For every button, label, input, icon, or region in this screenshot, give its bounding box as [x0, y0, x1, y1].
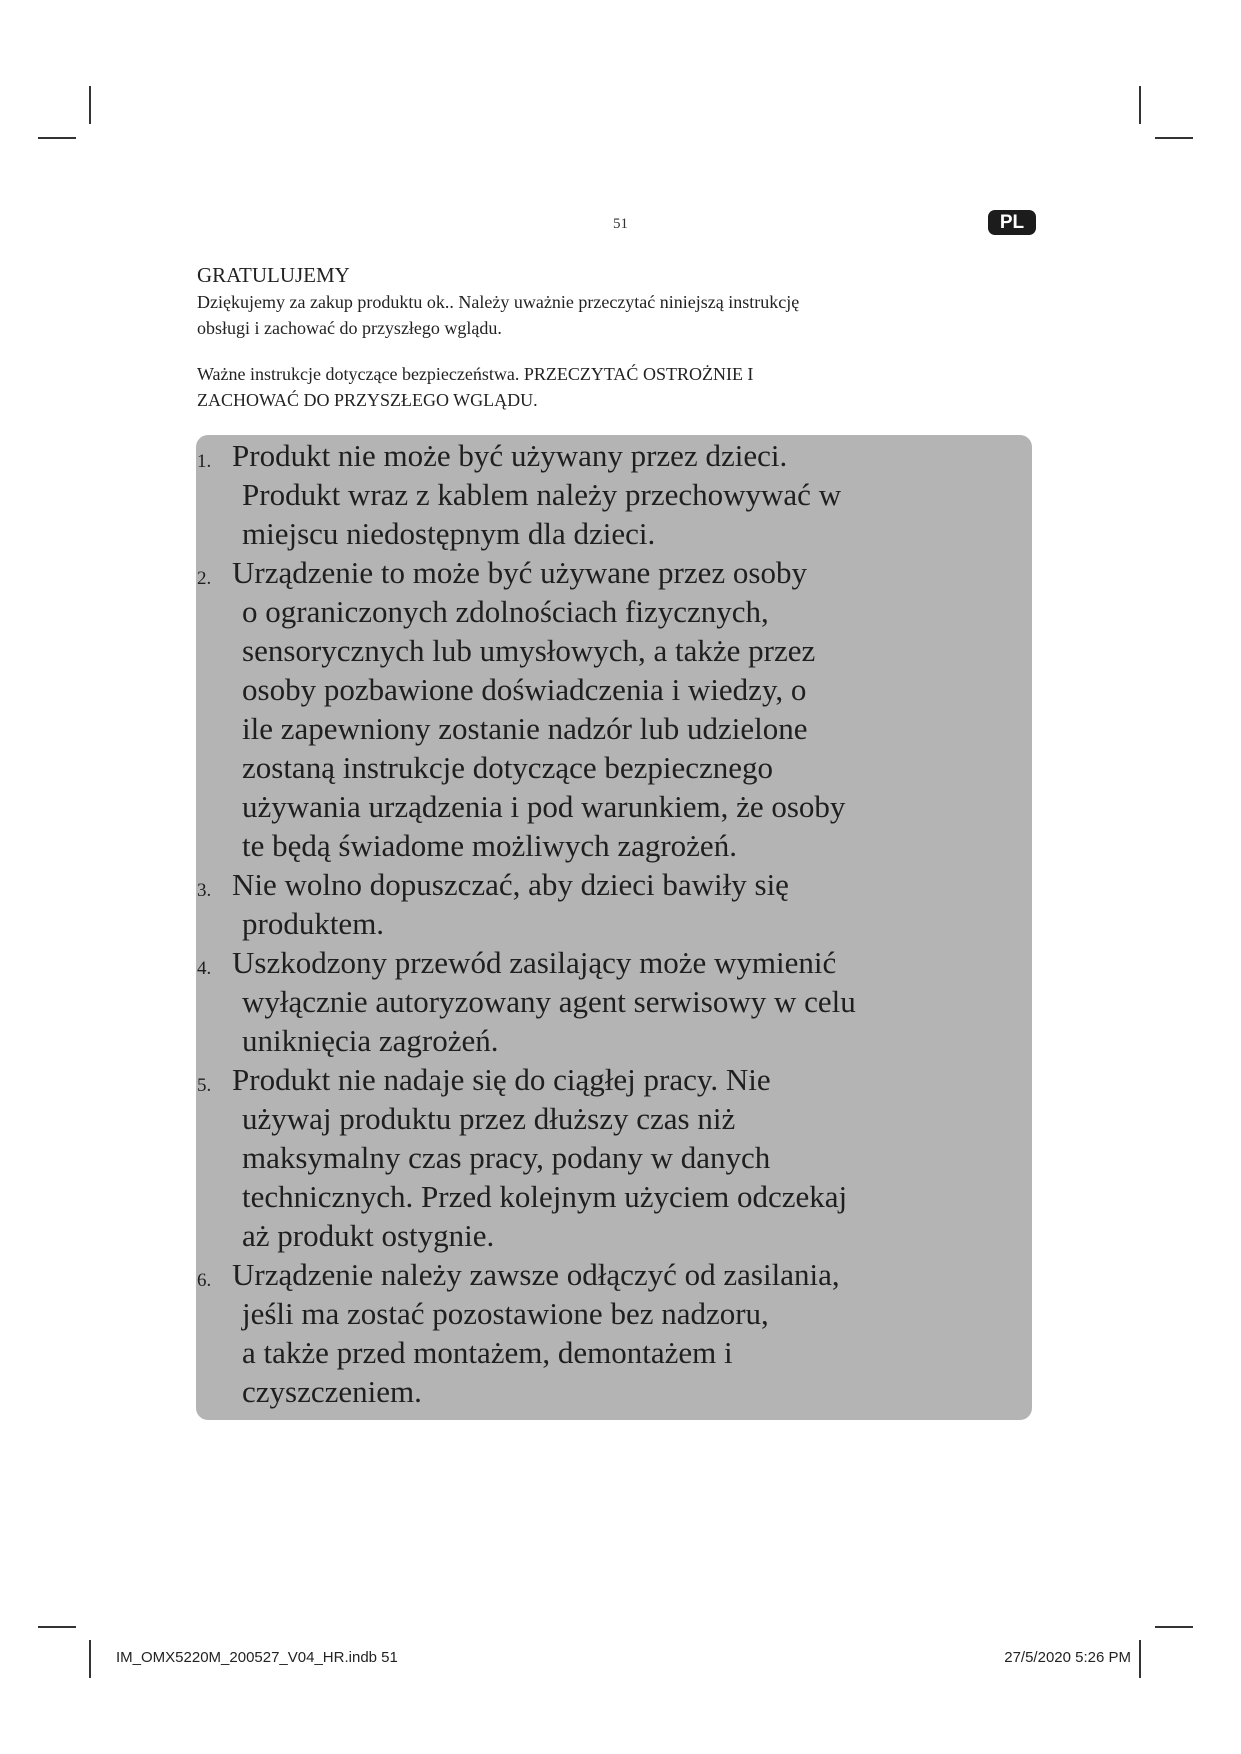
- safety-item-line: produktem.: [242, 906, 385, 941]
- safety-item-number: 6.: [197, 1270, 212, 1291]
- safety-item-line: a także przed montażem, demontażem i: [242, 1335, 733, 1370]
- safety-item-number: 1.: [197, 451, 212, 472]
- safety-item-line: Produkt nie może być używany przez dzieci.: [232, 438, 788, 473]
- safety-item-line: maksymalny czas pracy, podany w danych: [242, 1140, 771, 1175]
- safety-item-line: Uszkodzony przewód zasilający może wymienić: [232, 945, 837, 980]
- safety-item: [196, 943, 956, 1060]
- safety-item-line: miejscu niedostępnym dla dzieci.: [242, 516, 656, 551]
- thanks-line: obsługi i zachować do przyszłego wglądu.: [197, 318, 502, 338]
- important-paragraph: [197, 361, 957, 413]
- important-line: Ważne instrukcje dotyczące bezpieczeństwa. PRZECZYTAĆ OSTROŻNIE I: [197, 364, 754, 384]
- safety-item-number: 3.: [197, 880, 212, 901]
- safety-item-line: Nie wolno dopuszczać, aby dzieci bawiły się: [232, 867, 789, 902]
- language-badge: PL: [988, 210, 1036, 235]
- safety-item: [196, 436, 956, 553]
- crop-mark: [89, 86, 91, 124]
- safety-warning-box: [196, 435, 1032, 1420]
- crop-mark: [38, 137, 76, 139]
- safety-item-line: czyszczeniem.: [242, 1374, 422, 1409]
- safety-item-number: 2.: [197, 568, 212, 589]
- safety-item-line: Produkt nie nadaje się do ciągłej pracy. Nie: [232, 1062, 771, 1097]
- intro-section: [197, 262, 957, 413]
- safety-item-line: o ograniczonych zdolnościach fizycznych,: [242, 594, 769, 629]
- page-number: 51: [613, 216, 628, 232]
- safety-item-line: jeśli ma zostać pozostawione bez nadzoru,: [242, 1296, 769, 1331]
- safety-item: [196, 1255, 956, 1411]
- safety-item-line: uniknięcia zagrożeń.: [242, 1023, 499, 1058]
- safety-item-line: te będą świadome możliwych zagrożeń.: [242, 828, 737, 863]
- important-line: ZACHOWAĆ DO PRZYSZŁEGO WGLĄDU.: [197, 390, 538, 410]
- safety-item-line: Urządzenie to może być używane przez osoby: [232, 555, 807, 590]
- crop-mark: [1139, 86, 1141, 124]
- crop-mark: [38, 1626, 76, 1628]
- safety-item: [196, 865, 956, 943]
- safety-item-line: używania urządzenia i pod warunkiem, że osoby: [242, 789, 846, 824]
- safety-item-line: Produkt wraz z kablem należy przechowywać w: [242, 477, 842, 512]
- thanks-paragraph: [197, 289, 957, 341]
- safety-item-line: wyłącznie autoryzowany agent serwisowy w celu: [242, 984, 856, 1019]
- safety-item-line: Urządzenie należy zawsze odłączyć od zasilania,: [232, 1257, 840, 1292]
- safety-item-line: zostaną instrukcje dotyczące bezpiecznego: [242, 750, 774, 785]
- safety-item-line: technicznych. Przed kolejnym użyciem odczekaj: [242, 1179, 848, 1214]
- intro-heading: GRATULUJEMY: [197, 263, 350, 287]
- thanks-line: Dziękujemy za zakup produktu ok.. Należy uważnie przeczytać niniejszą instrukcję: [197, 292, 800, 312]
- crop-mark: [1155, 1626, 1193, 1628]
- safety-item-number: 5.: [197, 1075, 212, 1096]
- safety-item: [196, 1060, 956, 1255]
- safety-item-line: osoby pozbawione doświadczenia i wiedzy, o: [242, 672, 807, 707]
- crop-mark: [89, 1640, 91, 1678]
- safety-item-line: sensorycznych lub umysłowych, a także przez: [242, 633, 816, 668]
- crop-mark: [1155, 137, 1193, 139]
- footer-file-info: IM_OMX5220M_200527_V04_HR.indb 51: [116, 1649, 398, 1666]
- crop-mark: [1139, 1640, 1141, 1678]
- footer-timestamp: 27/5/2020 5:26 PM: [1004, 1649, 1131, 1666]
- safety-item-number: 4.: [197, 958, 212, 979]
- safety-item-line: ile zapewniony zostanie nadzór lub udzielone: [242, 711, 808, 746]
- safety-item: [196, 553, 956, 865]
- safety-item-line: aż produkt ostygnie.: [242, 1218, 495, 1253]
- safety-list: [196, 436, 956, 1411]
- safety-item-line: używaj produktu przez dłuższy czas niż: [242, 1101, 736, 1136]
